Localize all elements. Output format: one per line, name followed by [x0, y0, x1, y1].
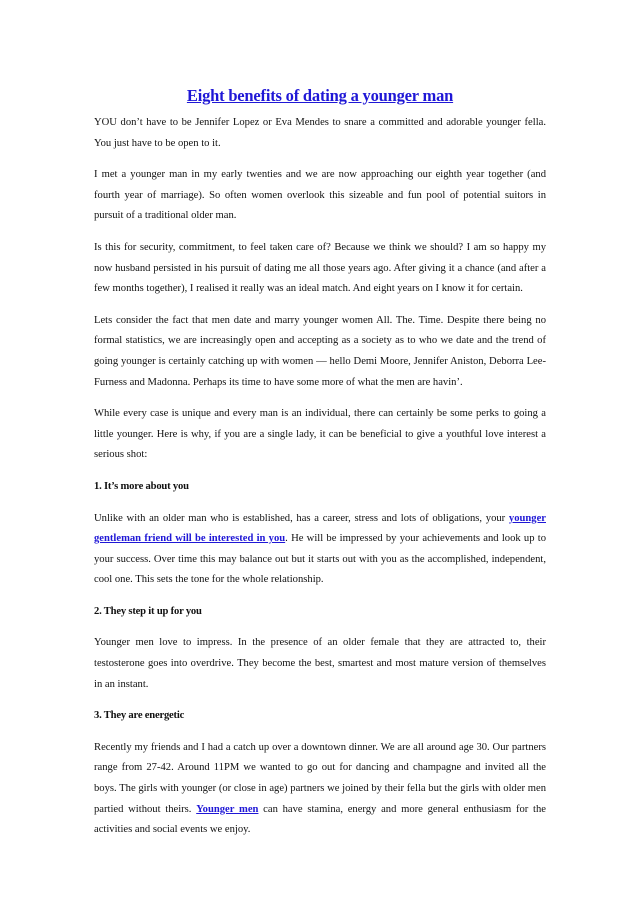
- section-1-link[interactable]: younger gentleman friend will be interested in you: [94, 512, 546, 545]
- paragraph-3: Lets consider the fact that men date and marry younger women All. The. Time. Despite there being no formal statistics, we are increasingly open and accepting as a society as to who we date and the trend of going younger is certainly catching up with women — hello Demi Moore, Jennifer Aniston, Deborra Lee-Furness and Madonna. Perhaps its time to have some more of what the men are havin’.: [94, 314, 546, 388]
- document-title: Eight benefits of dating a younger man: [186, 86, 454, 105]
- section-3-paragraph: [94, 738, 546, 841]
- paragraph-4: While every case is unique and every man is an individual, there can certainly be some perks to going a little younger. Here is why, if you are a single lady, it can be beneficial to give a youthful love interest a serious shot:: [94, 408, 546, 461]
- paragraph-2: Is this for security, commitment, to feel taken care of? Because we think we should? I am so happy my now husband persisted in his pursuit of dating me all those years ago. After giving it a chance (and after a few months together), I realised it really was an ideal match. And eight years on I know it for certain.: [94, 241, 546, 295]
- intro-paragraph: YOU don’t have to be Jennifer Lopez or Eva Mendes to snare a committed and adorable younger fella. You just have to be open to it.: [94, 117, 546, 149]
- section-3-link[interactable]: Younger men: [196, 803, 259, 815]
- section-2-heading: 2. They step it up for you: [94, 605, 202, 617]
- section-3-text-after: can have stamina, energy and more general enthusiasm for the activities and social events we enjoy.: [94, 803, 546, 836]
- section-1-text-after: . He will be impressed by your achievements and look up to your success. Over time this may balance out but it starts out with you as the accomplished, independent, cool one. This sets the tone for the whole relationship.: [94, 533, 546, 586]
- section-2-paragraph: Younger men love to impress. In the presence of an older female that they are attracted to, their testosterone goes into overdrive. They become the best, smartest and most mature version of themselves in an instant.: [94, 637, 546, 690]
- section-1-heading: 1. It’s more about you: [94, 480, 189, 492]
- paragraph-1: I met a younger man in my early twenties and we are now approaching our eighth year together (and fourth year of marriage). So often women overlook this sizeable and fun pool of potential suitors in pursuit of a traditional older man.: [94, 169, 546, 222]
- section-3-text-before: Recently my friends and I had a catch up over a downtown dinner. We are all around age 30. Our partners range from 27-42. Around 11PM we wanted to go out for dancing and champagne and invited all the boys. The girls with younger (or close in age) partners we joined by their fella but the girls with older men partied without theirs.: [94, 741, 546, 815]
- section-1-paragraph: [94, 509, 546, 591]
- section-3-heading: 3. They are energetic: [94, 710, 185, 722]
- section-1-text-before: Unlike with an older man who is established, has a career, stress and lots of obligations, your: [94, 512, 509, 524]
